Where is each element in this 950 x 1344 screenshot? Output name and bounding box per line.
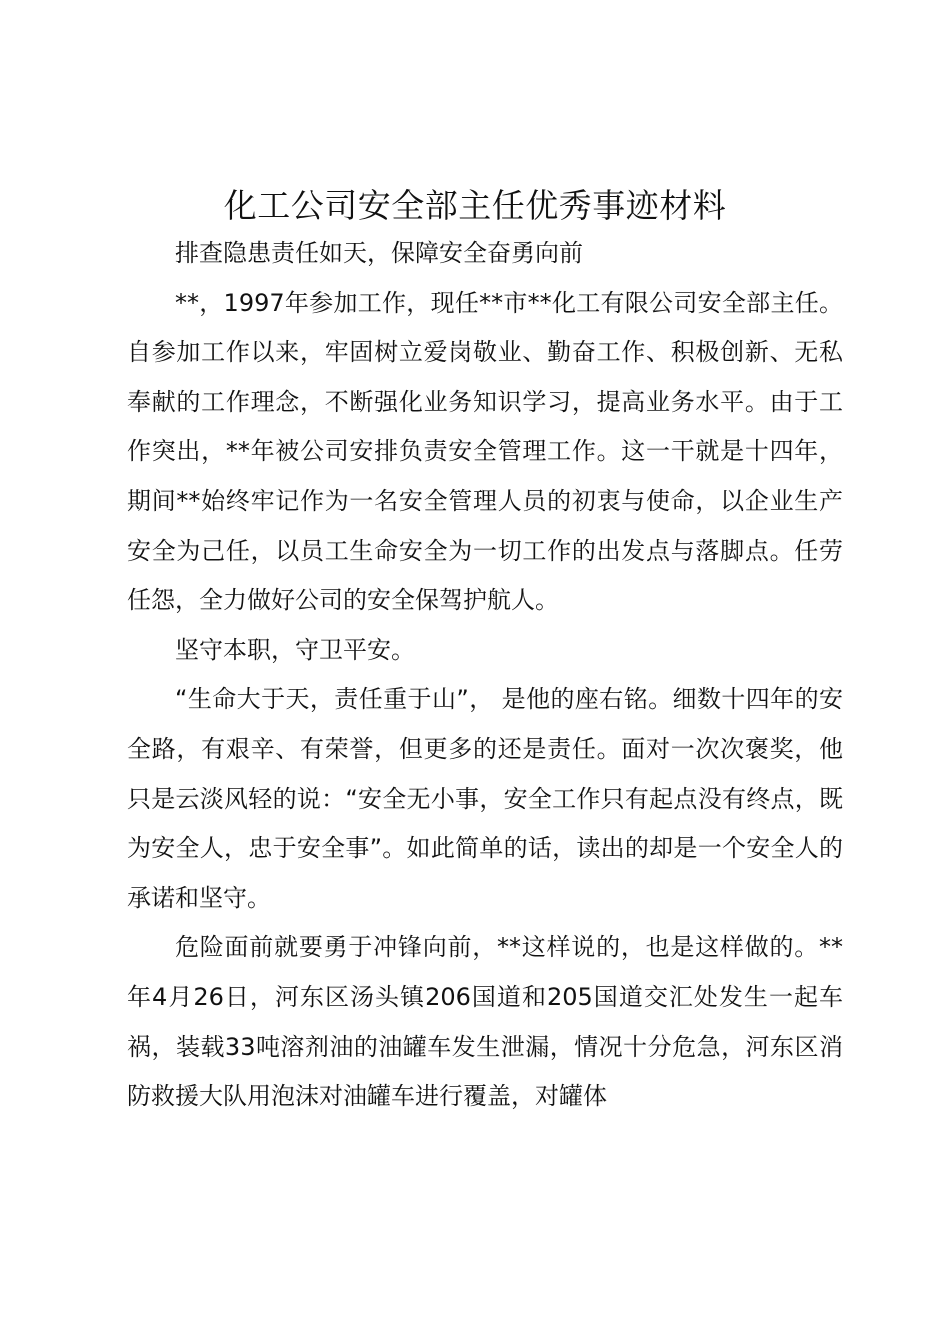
document-title: 化工公司安全部主任优秀事迹材料 <box>223 186 727 225</box>
paragraph-subtitle: 排查隐患责任如天，保障安全奋勇向前 <box>175 239 583 267</box>
document-body <box>127 229 843 1122</box>
paragraph-section-heading: 坚守本职，守卫平安。 <box>175 635 415 664</box>
paragraph-incident: 危险面前就要勇于冲锋向前，**这样说的，也是这样做的。**年4月26日，河东区汤头镇206国道和205国道交汇处发生一起车祸，装载33吨溶剂油的油罐车发生泄漏，情况十分危急，河东区消防救援大队用泡沫对油罐车进行覆盖，对罐体 <box>127 933 843 1111</box>
paragraph-motto: “生命大于天，责任重于山”， 是他的座右铭。细数十四年的安全路，有艰辛、有荣誉，但更多的还是责任。面对一次次褒奖，他只是云淡风轻的说：“安全无小事，安全工作只有起点没有终点，既为安全人，忠于安全事”。如此简单的话，读出的却是一个安全人的承诺和坚守。 <box>127 685 843 912</box>
paragraph-intro: **，1997年参加工作，现任**市**化工有限公司安全部主任。自参加工作以来，牢固树立爱岗敬业、勤奋工作、积极创新、无私奉献的工作理念，不断强化业务知识学习，提高业务水平。由于工作突出，**年被公司安排负责安全管理工作。这一干就是十四年，期间**始终牢记作为一名安全管理人员的初衷与使命，以企业生产安全为己任，以员工生命安全为一切工作的出发点与落脚点。任劳任怨，全力做好公司的安全保驾护航人。 <box>127 288 843 615</box>
